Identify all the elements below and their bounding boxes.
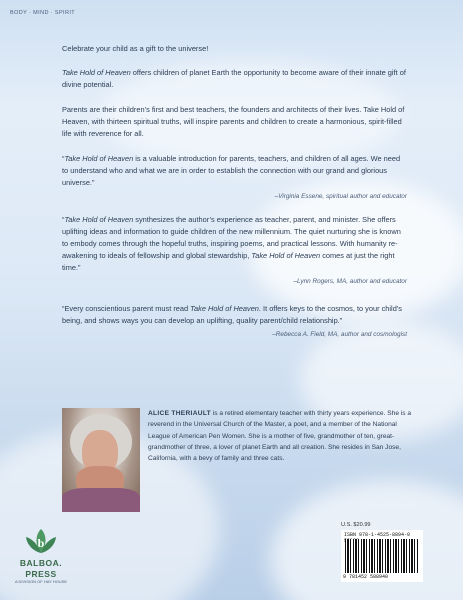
author-bio [148, 408, 413, 464]
intro-paragraph-2: Parents are their children’s first and best teachers, the founders and architects of their lives. Take Hold of Heaven, with thirteen spiritual truths, will inspire parents and children to create a harmonious, spirit-filled life with reverence for all. [62, 105, 405, 138]
book-title: Take Hold of Heaven [190, 304, 259, 313]
book-title: Take Hold of Heaven [251, 251, 321, 260]
book-title: Take Hold of Heaven [64, 215, 134, 224]
quote-mark: “ [62, 215, 65, 224]
barcode-digits: 9 781452 588940 [343, 574, 389, 580]
quote-text [62, 303, 407, 327]
publisher-name: BALBOA. [19, 558, 63, 568]
book-title: Take Hold of Heaven [62, 68, 131, 77]
quote-mark: “ [62, 154, 65, 163]
publisher-subtitle: A DIVISION OF HAY HOUSE [14, 579, 68, 584]
quote-body: synthesizes the author’s experience as teacher, parent, and minister. She offers uplifting ideas and information to guide children of the new millennium. The quiet nurturing she is known to embody comes through the hopeful truths, inspiring poems, and practical lessons. With humanity re-awakening to ideals of fellowship and global stewardship, [62, 215, 401, 260]
back-cover-text [62, 43, 407, 338]
publisher-name-line2: PRESS [25, 569, 57, 579]
intro-paragraph-1 [62, 67, 407, 91]
author-photo [62, 408, 140, 512]
quote-block [62, 153, 407, 200]
lotus-icon [23, 527, 59, 557]
quote-attribution: –Lynn Rogers, MA, author and educator [293, 278, 407, 285]
quote-block [62, 214, 407, 285]
photo-shirt [62, 488, 140, 512]
logo-letter: b [37, 536, 45, 550]
quote-attribution: –Virginia Essene, spiritual author and educator [274, 193, 407, 200]
quote-text [62, 153, 407, 189]
quote-text [62, 214, 407, 274]
price-label: U.S. $20.99 [341, 522, 371, 528]
isbn-barcode [341, 530, 423, 582]
author-bio-text: is a retired elementary teacher with thirty years experience. She is a reverend in the Universal Church of the Master, a poet, and a member of the National League of American Pen Women. She is a mother of five, grandmother of ten, great-grandmother of three, a lover of planet Earth and all creation. She resides in San Jose, California, with a bevy of family and three cats. [148, 410, 412, 463]
quote-body: . It offers keys to the cosmos, to your child’s being, and shows ways you can develop an uplifting, quality parent/child relationship.” [62, 304, 403, 325]
quote-body: “Every conscientious parent must read [62, 304, 191, 313]
publisher-logo [12, 527, 70, 584]
isbn-text: ISBN 978-1-4525-8894-0 [344, 532, 411, 538]
quote-body: is a valuable introduction for parents, teachers, and children of all ages. We need to understand who and what we are in order to establish the connection with our grand and glorious universe.” [62, 154, 401, 187]
quote-block [62, 303, 407, 338]
intro-headline: Celebrate your child as a gift to the universe! [62, 44, 209, 53]
quote-attribution: –Rebecca A. Field, MA, author and cosmologist [272, 331, 407, 338]
genre-tag: BODY · MIND · SPIRIT [10, 10, 76, 16]
quote-body: comes at just the right time.” [62, 251, 395, 272]
author-name: ALICE THERIAULT [148, 410, 211, 417]
book-title: Take Hold of Heaven [64, 154, 134, 163]
lotus-svg [23, 527, 59, 557]
barcode-bars [345, 539, 419, 573]
intro-text: offers children of planet Earth the opportunity to become aware of their innate gift of divine potential. [62, 68, 406, 89]
